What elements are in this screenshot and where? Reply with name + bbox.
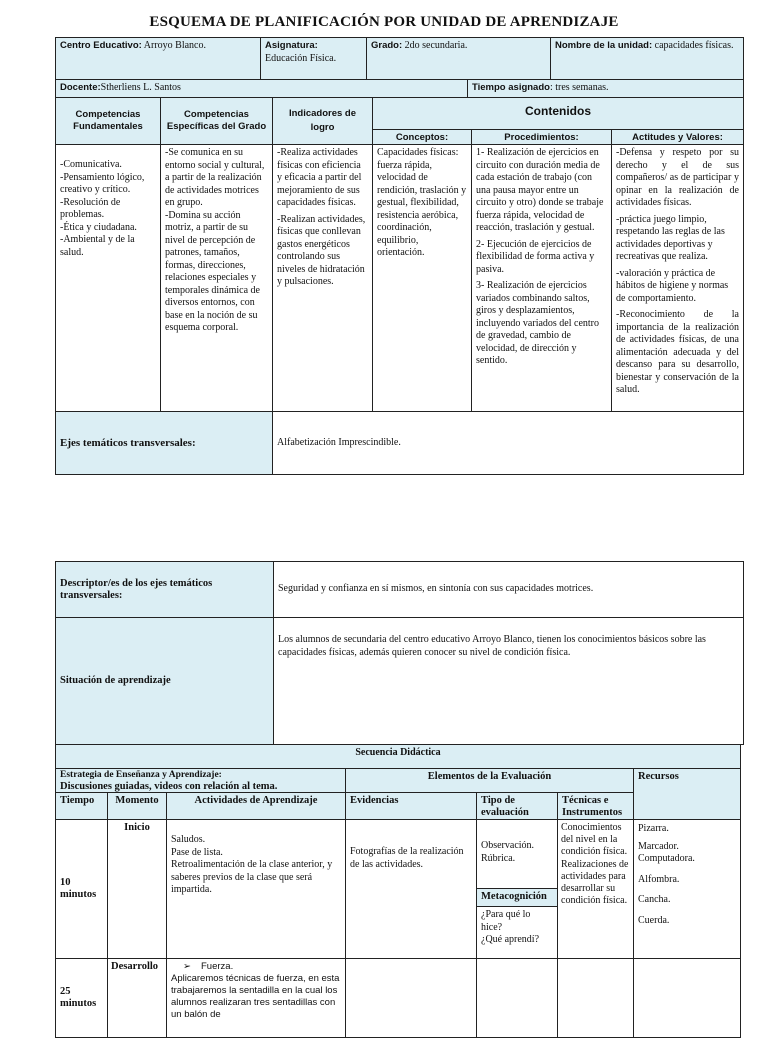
centro-cell	[55, 37, 261, 80]
centro-label: Centro Educativo:	[60, 40, 142, 51]
situacion-label: Situación de aprendizaje	[60, 674, 171, 686]
estrategia-cell	[55, 768, 346, 793]
row2-evidencias	[345, 958, 477, 1038]
descriptor-value: Seguridad y confianza en sí mismos, en sintonía con sus capacidades motrices.	[278, 583, 594, 595]
descriptor-label-cell	[55, 561, 274, 618]
actitudes-text-4: -Reconocimiento de la importancia de la realización de actividades físicas, de una alimentación adecuada y del descanso para su desarrollo, bienestar y conservación de la salud.	[616, 309, 739, 395]
row2-actividades	[166, 958, 346, 1038]
recurso-computadora: Computadora.	[638, 853, 695, 864]
col-competencias-especificas: Competencias Específicas del Grado	[160, 97, 273, 145]
col-procedimientos: Procedimientos:	[471, 129, 612, 145]
metacognicion-preguntas: ¿Para qué lo hice? ¿Qué aprendí?	[476, 906, 558, 959]
elementos-evaluacion-cell	[345, 768, 634, 793]
actitudes-cell	[611, 144, 744, 412]
tiempo-asignado-cell	[467, 79, 744, 98]
recursos-header-cell	[633, 768, 741, 820]
row2-tipo	[476, 958, 558, 1038]
recurso-cuerda: Cuerda.	[638, 914, 670, 926]
recurso-alfombra: Alfombra.	[638, 873, 680, 885]
secuencia-title-cell	[55, 744, 741, 769]
conceptos-text: Capacidades físicas: fuerza rápida, velocidad de rendición, traslación y gestual, flexibilidad, resistencia aeróbica, coordinación, equilibrio, orientación.	[377, 147, 467, 258]
momento-header: Momento	[107, 792, 167, 820]
indicadores-text-1: -Realiza actividades físicas con eficiencia y eficacia a partir del mejoramiento de sus capacidades físicas.	[277, 147, 362, 208]
descriptor-label: Descriptor/es de los ejes temáticos transversales:	[60, 577, 213, 601]
row1-recursos	[633, 819, 741, 959]
col-conceptos: Conceptos:	[372, 129, 472, 145]
col-competencias-fundamentales: Competencias Fundamentales	[55, 97, 161, 145]
situacion-value-cell	[273, 617, 744, 745]
unidad-value: capacidades físicas.	[652, 40, 734, 51]
fundamentales-cell	[55, 144, 161, 412]
estrategia-label: Estrategia de Enseñanza y Aprendizaje:	[60, 770, 222, 780]
asignatura-label: Asignatura:	[265, 40, 318, 51]
procedimientos-text-1: 1- Realización de ejercicios en circuito con duración media de cada estación de trabajo (con una pausa mayor entre un circuito y otro) donde se trabaje fuerza rápida, velocidad de reacción, traslación y gestual.	[476, 147, 604, 233]
row2-momento: Desarrollo	[107, 958, 167, 1038]
docente-value: Stherliens L. Santos	[100, 82, 181, 93]
actitudes-text-1: -Defensa y respeto por su derecho y el de sus compañeros/ as de participar y opinar en la realización de actividades físicas.	[616, 147, 739, 208]
tecnicas-header: Técnicas e Instrumentos	[557, 792, 634, 820]
row1-tipo: Observación. Rúbrica.	[476, 819, 558, 889]
procedimientos-text-3: 3- Realización de ejercicios variados combinando saltos, giros y desplazamientos, incluyendo variados del centro de gravedad, cambio de velocidad, de dirección y sentido.	[476, 280, 600, 366]
row2-tiempo: 25 minutos	[55, 958, 108, 1038]
docente-cell	[55, 79, 468, 98]
actitudes-text-3: -valoración y práctica de hábitos de higiene y normas de comportamiento.	[616, 267, 729, 304]
grado-cell	[366, 37, 551, 80]
asignatura-cell	[260, 37, 367, 80]
recurso-pizarra: Pizarra.	[638, 823, 669, 834]
fundamentales-text: -Comunicativa. -Pensamiento lógico, creativo y crítico. -Resolución de problemas. -Ética y ciudadana. -Ambiental y de la salud.	[60, 159, 145, 258]
ejes-label: Ejes temáticos transversales:	[60, 436, 196, 449]
row1-tecnicas: Conocimientos del nivel en la condición física. Realizaciones de actividades para desarrollar su condición física.	[557, 819, 634, 959]
grado-value: 2do secundaria.	[402, 40, 468, 51]
procedimientos-cell	[471, 144, 612, 412]
tiempo-value: : tres semanas.	[549, 82, 609, 93]
centro-value: Arroyo Blanco.	[141, 40, 206, 51]
col-actitudes: Actitudes y Valores:	[611, 129, 744, 145]
docente-label: Docente:	[60, 82, 101, 93]
conceptos-cell	[372, 144, 472, 412]
page-title: ESQUEMA DE PLANIFICACIÓN POR UNIDAD DE APRENDIZAJE	[149, 14, 619, 30]
row1-tiempo: 10 minutos	[55, 819, 108, 959]
asignatura-value: Educación Física.	[265, 52, 337, 64]
ejes-value: Alfabetización Imprescindible.	[277, 436, 401, 448]
recursos-header: Recursos	[638, 771, 679, 782]
tiempo-header: Tiempo	[55, 792, 108, 820]
recurso-cancha: Cancha.	[638, 894, 671, 905]
unidad-label: Nombre de la unidad:	[555, 40, 653, 51]
indicadores-cell	[272, 144, 373, 412]
row1-actividades: Saludos. Pase de lista. Retroalimentación de la clase anterior, y saberes previos de la clase que será impartida.	[166, 819, 346, 959]
especificas-cell	[160, 144, 273, 412]
grado-label: Grado:	[371, 40, 403, 51]
col-indicadores: Indicadores de logro	[272, 97, 373, 145]
situacion-label-cell	[55, 617, 274, 745]
situacion-value: Los alumnos de secundaria del centro educativo Arroyo Blanco, tienen los conocimientos básicos sobre las capacidades físicas, además quieren conocer su nivel de condición física.	[278, 634, 706, 658]
row1-evidencias: Fotografías de la realización de las actividades.	[345, 819, 477, 959]
descriptor-value-cell	[273, 561, 744, 618]
elementos-evaluacion: Elementos de la Evaluación	[427, 771, 552, 782]
actitudes-text-2: -práctica juego limpio, respetando las reglas de las actividades deportivas y recreativas que realiza.	[616, 213, 725, 262]
col-contenidos: Contenidos	[372, 97, 744, 130]
arrow-bullet-icon: ➢	[183, 961, 191, 972]
procedimientos-text-2: 2- Ejecución de ejercicios de flexibilidad de forma activa y pasiva.	[476, 238, 595, 275]
row1-momento: Inicio	[107, 819, 167, 959]
actividades-header: Actividades de Aprendizaje	[166, 792, 346, 820]
especificas-text: -Se comunica en su entorno social y cultural, a partir de la realización de actividades motrices en grupo. -Domina su acción motriz, a partir de su nivel de percepción de patrones, tamaños, formas, direcciones, relaciones especiales y temporales dinámica de diversos entornos, con base en la noción de su esquema corporal.	[165, 147, 265, 333]
secuencia-title: Secuencia Didáctica	[355, 747, 441, 758]
row2-tecnicas	[557, 958, 634, 1038]
recurso-marcador: Marcador.	[638, 840, 679, 852]
tiempo-label: Tiempo asignado	[472, 82, 550, 93]
metacognicion-label: Metacognición	[476, 888, 558, 907]
indicadores-text-2: -Realizan actividades, físicas que conllevan gastos energéticos controlando sus niveles de hidratación y pulsaciones.	[277, 213, 366, 287]
ejes-label-cell	[55, 411, 273, 475]
estrategia-value: Discusiones guiadas, videos con relación al tema.	[60, 781, 278, 792]
row2-bullet: Fuerza.	[201, 961, 234, 972]
tipo-evaluacion-header: Tipo de evaluación	[476, 792, 558, 820]
row2-recursos	[633, 958, 741, 1038]
evidencias-header: Evidencias	[345, 792, 477, 820]
unidad-cell	[550, 37, 744, 80]
row2-actividades-text: Aplicaremos técnicas de fuerza, en esta trabajaremos la sentadilla en la cual los alumnos realizaran tres sentadillas con un balón de	[171, 973, 340, 1020]
ejes-value-cell	[272, 411, 744, 475]
